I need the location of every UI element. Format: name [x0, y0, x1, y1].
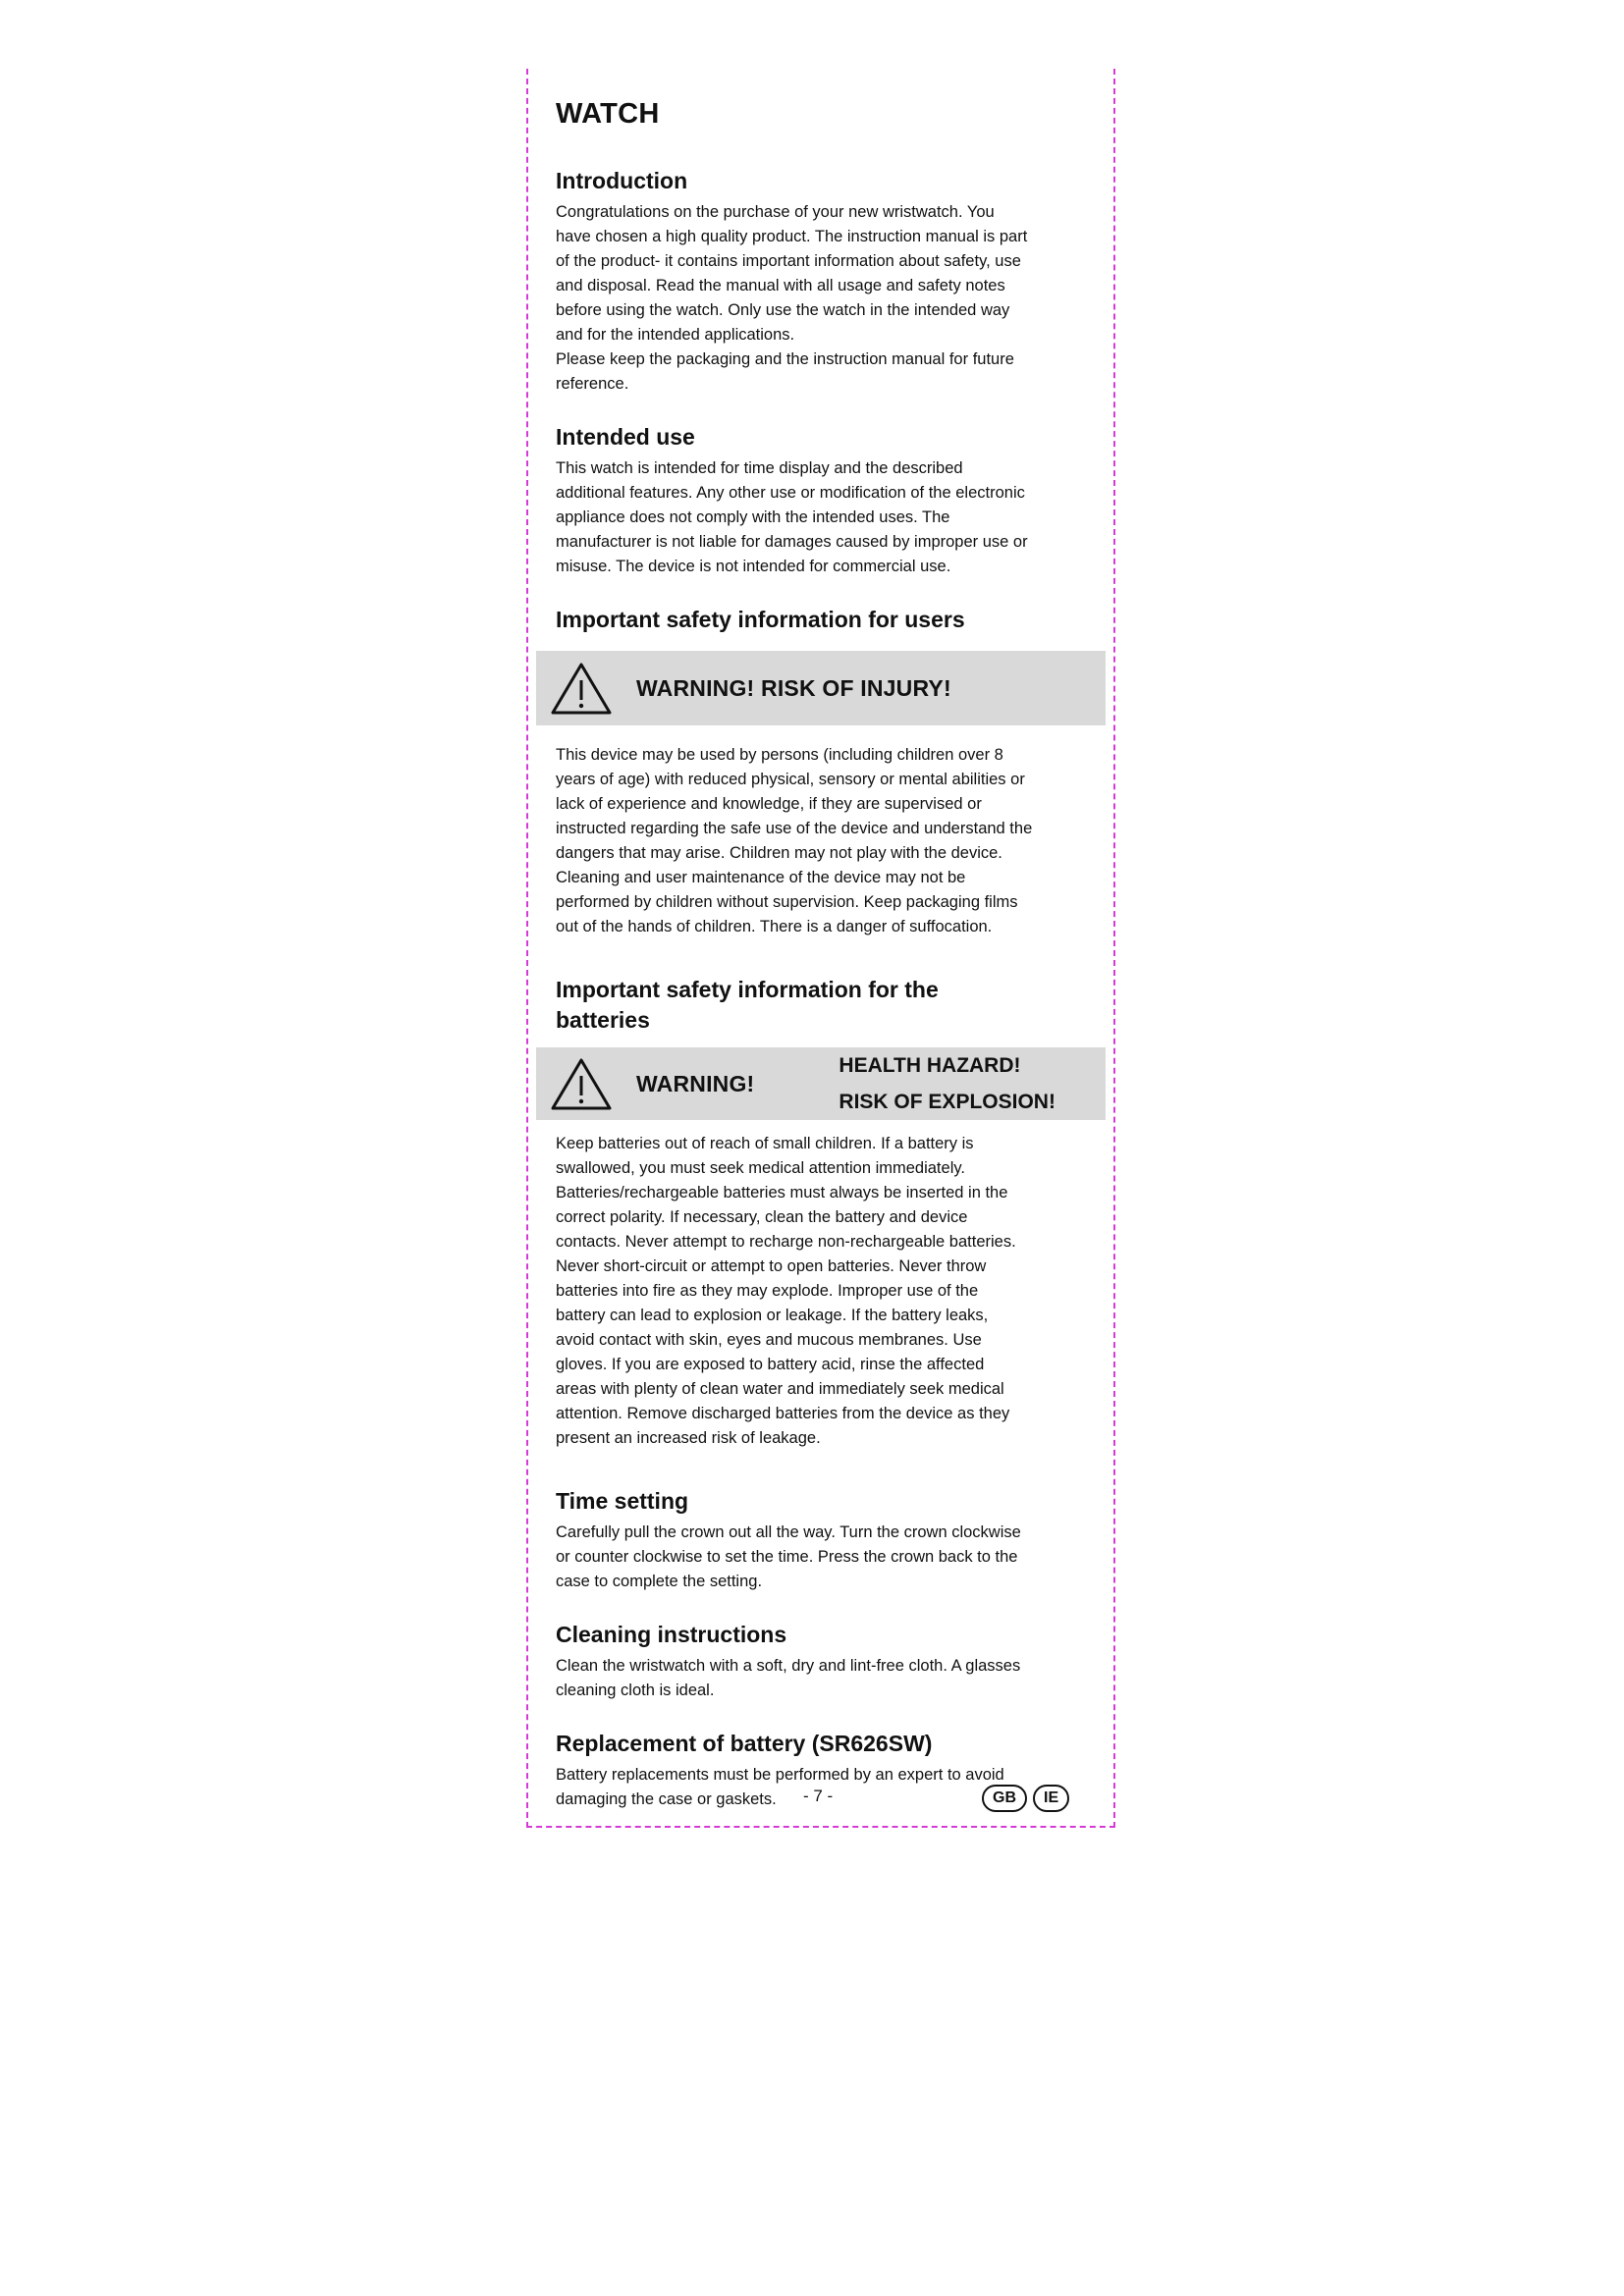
section-heading: Intended use [556, 424, 695, 450]
section-time-setting [556, 1486, 1094, 1594]
section-safety-users [556, 605, 1094, 939]
section-text: Clean the wristwatch with a soft, dry and lint-free cloth. A glasses cleaning cloth is ideal. [556, 1657, 1021, 1699]
manual-page [556, 98, 1094, 1812]
section-cleaning [556, 1620, 1094, 1703]
section-heading: Important safety information for users [556, 607, 965, 632]
warning-triangle-icon [550, 661, 613, 716]
page-number: - 7 - [803, 1787, 834, 1805]
section-heading: Cleaning instructions [556, 1622, 787, 1647]
section-heading: Replacement of battery (SR626SW) [556, 1731, 933, 1756]
warning-label: WARNING! [636, 1070, 755, 1096]
section-heading: Important safety information for the batteries [556, 977, 939, 1033]
hazard-health: HEALTH HAZARD! [839, 1054, 1021, 1077]
section-introduction [556, 166, 1094, 397]
section-safety-batteries [556, 975, 1094, 1451]
section-text: Keep batteries out of reach of small children. If a battery is swallowed, you must seek medical attention immediately. Batteries/rechargeable batteries must always be inserted in the correct polarity. If necessary, clean the battery and device contacts. Never attempt to recharge non-rechargeable batteries. Never short-circuit or attempt to open batteries. Never throw batteries into fire as they may explode. Improper use of the battery can lead to explosion or leakage. If the battery leaks, avoid contact with skin, eyes and mucous membranes. Use gloves. If you are exposed to battery acid, rinse the affected areas with plenty of clean water and immediately seek medical attention. Remove discharged batteries from the device as they present an increased risk of leakage. [556, 1135, 1016, 1447]
hazard-list [839, 1047, 1056, 1120]
page-footer [556, 1785, 1094, 1814]
warning-banner [536, 1047, 1106, 1120]
section-text: This device may be used by persons (including children over 8 years of age) with reduced physical, sensory or mental abilities or lack of experience and knowledge, if they are supervised or instructed regarding the safe use of the device and understand the dangers that may arise. Children may not play with the device. Cleaning and user maintenance of the device may not be performed by children without supervision. Keep packaging films out of the hands of children. There is a danger of suffocation. [556, 746, 1033, 935]
section-text: This watch is intended for time display and the described additional features. Any other use or modification of the electronic appliance does not comply with the intended uses. The manufacturer is not liable for damages caused by improper use or misuse. The device is not intended for commercial use. [556, 459, 1028, 575]
section-text: Congratulations on the purchase of your new wristwatch. You have chosen a high quality product. The instruction manual is part of the product- it contains important information about safety, use and disposal. Read the manual with all usage and safety notes before using the watch. Only use the watch in the intended way and for the intended applications. Please keep the packaging and the instruction manual for future reference. [556, 203, 1028, 393]
section-heading: Introduction [556, 168, 688, 193]
section-intended-use [556, 422, 1094, 579]
warning-triangle-icon [550, 1056, 613, 1111]
section-text: Battery replacements must be performed by an expert to avoid damaging the case or gaskets. [556, 1766, 1004, 1808]
hazard-explosion: RISK OF EXPLOSION! [839, 1091, 1056, 1113]
section-heading: Time setting [556, 1488, 689, 1514]
document-title: WATCH [556, 98, 660, 130]
section-text: Carefully pull the crown out all the way. Turn the crown clockwise or counter clockwise to set the time. Press the crown back to the case to complete the setting. [556, 1523, 1021, 1590]
country-badges [982, 1785, 1069, 1812]
country-badge-gb: GB [982, 1785, 1027, 1812]
country-badge-ie: IE [1033, 1785, 1069, 1812]
warning-banner [536, 651, 1106, 725]
warning-label: WARNING! RISK OF INJURY! [636, 674, 951, 701]
